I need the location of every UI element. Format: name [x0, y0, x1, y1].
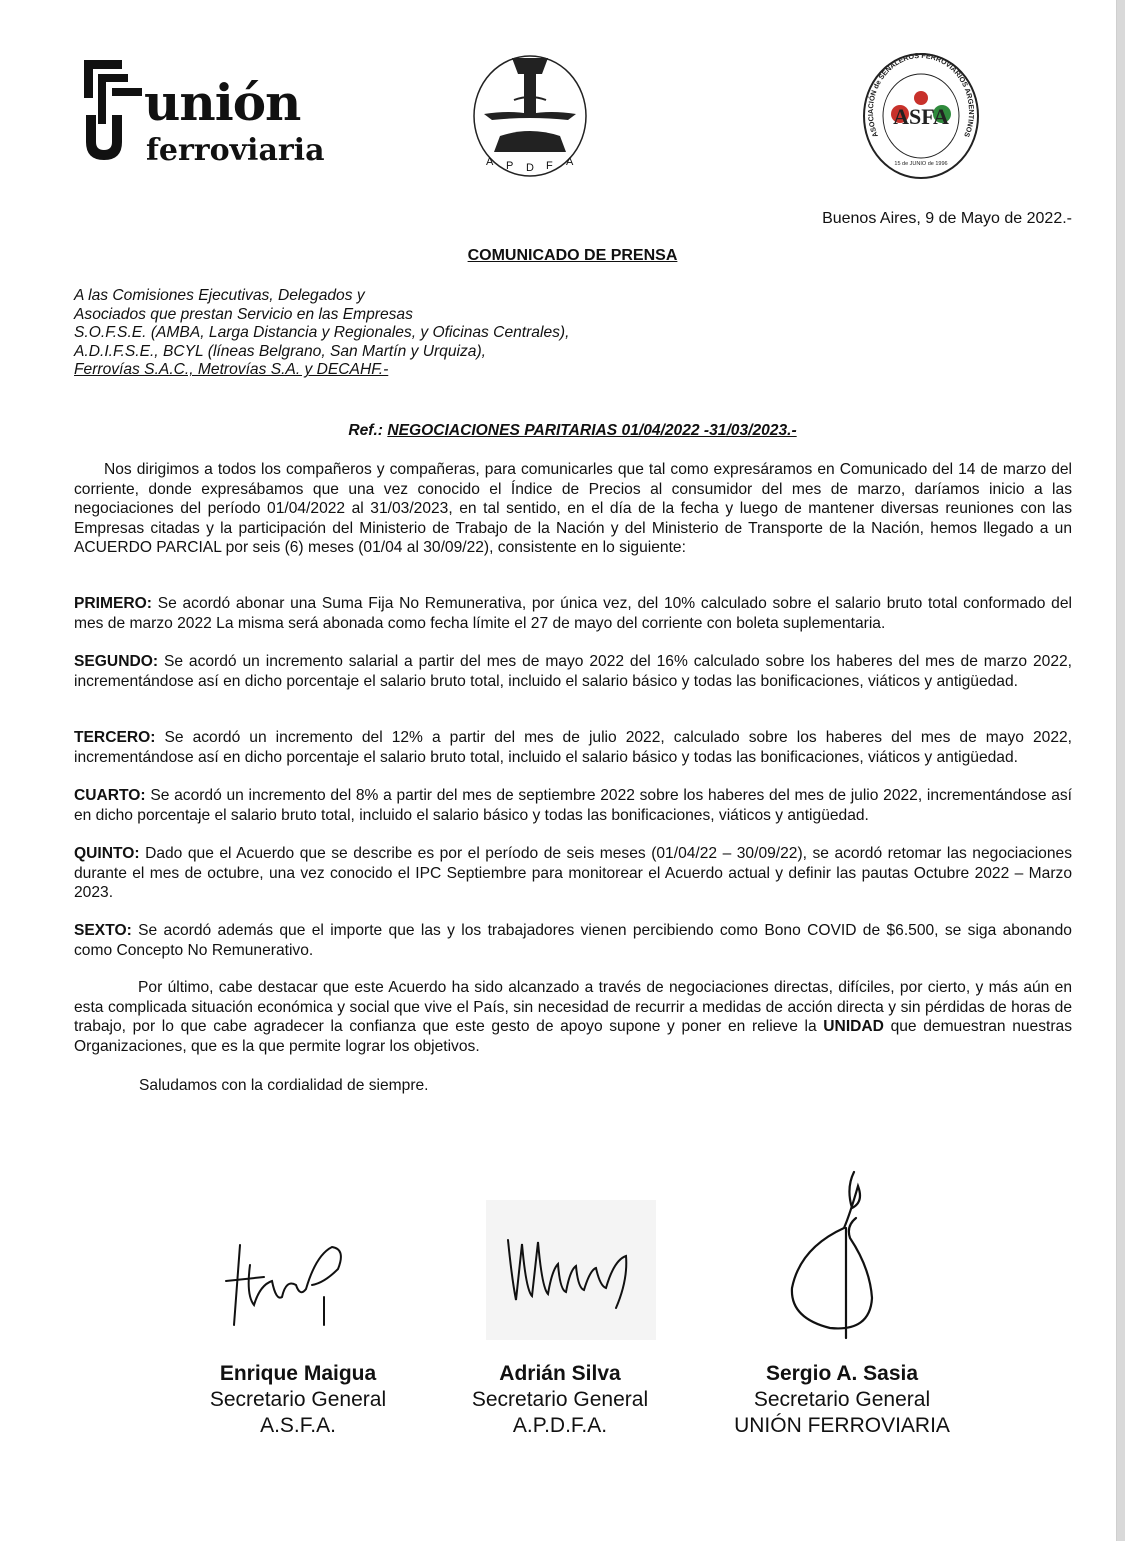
apdfa-letter-a2: A: [566, 156, 574, 168]
signatory-silva: [450, 1361, 670, 1439]
signatory-org: A.S.F.A.: [260, 1414, 336, 1437]
apdfa-letter-d: D: [526, 162, 534, 174]
signatory-sasia: [722, 1361, 962, 1439]
apdfa-letter-f: F: [546, 160, 553, 172]
apdfa-letter-p: P: [506, 160, 514, 172]
clause-text: Se acordó un incremento del 12% a partir del mes de julio 2022, calculado sobre los haberes del mes de mayo 2022, incrementándose así en dicho porcentaje el salario bruto total, incluido el salario básico y todas las bonificaciones, viáticos y antigüedad.: [74, 729, 1072, 766]
clause-label: CUARTO:: [74, 787, 146, 804]
union-ferroviaria-emblem-icon: [84, 60, 146, 165]
closing-paragraph: [74, 978, 1072, 1056]
clause-tercero: [74, 728, 1072, 767]
intro-paragraph: Nos dirigimos a todos los compañeros y compañeras, para comunicarles que tal como expresáramos en Comunicado del 14 de marzo del corriente, donde expresábamos que una vez conocido el Índice de Precios al consumidor del mes de marzo, daríamos inicio a las negociaciones del período 01/04/2022 al 31/03/2023, en tal sentido, en el día de la fecha y luego de mantener diversas reuniones con las Empresas citadas y la participación del Ministerio de Trabajo de la Nación y del Ministerio de Transporte de la Nación, hemos llegado a un ACUERDO PARCIAL por seis (6) meses (01/04 al 30/09/22), consistente en lo siguiente:: [74, 461, 1072, 556]
closing-text-1: Por último, cabe destacar que este Acuerdo ha sido alcanzado a través de negociaciones directas, difíciles, por cierto, y más aún en esta complicada situación económica y social que vive el País, sin necesidad de recurrir a medidas de acción directa y sin pérdidas de horas de trabajo, por lo que cabe agradecer la confianza que este gesto de apoyo supone y poner en relieve la: [74, 979, 1072, 1035]
signatory-name: Enrique Maigua: [219, 1362, 377, 1385]
asfa-center-text: ASFA: [893, 104, 949, 129]
clause-quinto: [74, 844, 1072, 903]
recipient-line: Ferrovías S.A.C., Metrovías S.A. y DECAHF.-: [74, 361, 389, 379]
date-line: Buenos Aires, 9 de Mayo de 2022.-: [822, 210, 1072, 227]
asfa-ring-text: ASOCIACIÓN de SEÑALEROS FERROVIARIOS ARGENTINOS: [865, 52, 977, 139]
reference-line: [0, 422, 1125, 440]
apdfa-logo: [470, 52, 590, 180]
clause-text: Se acordó además que el importe que las y los trabajadores vienen percibiendo como Bono COVID de $6.500, se siga abonando como Concepto No Remunerativo.: [74, 922, 1072, 959]
signatory-title: Secretario General: [753, 1388, 931, 1411]
asfa-seal-icon: [862, 52, 980, 182]
clause-label: SEXTO:: [74, 922, 132, 939]
clause-text: Dado que el Acuerdo que se describe es por el período de seis meses (01/04/22 – 30/09/22), se acordó retomar las negociaciones durante el mes de octubre, una vez conocido el IPC Septiembre para monitorear el Acuerdo actual y definir las pautas Octubre 2022 – Marzo 2023.: [74, 845, 1072, 901]
signatory-title: Secretario General: [209, 1388, 387, 1411]
signatory-org: UNIÓN FERROVIARIA: [734, 1414, 950, 1437]
recipient-line: A las Comisiones Ejecutivas, Delegados y: [74, 287, 365, 304]
clause-label: PRIMERO:: [74, 595, 152, 612]
asfa-founding-text: 15 de JUNIO de 1996: [894, 161, 948, 167]
union-ferroviaria-logo: [84, 60, 334, 170]
signatory-org: A.P.D.F.A.: [512, 1414, 608, 1437]
recipient-line: Asociados que prestan Servicio en las Empresas: [74, 305, 413, 323]
clause-cuarto: [74, 786, 1072, 825]
page-title: COMUNICADO DE PRENSA: [467, 247, 678, 264]
signature-silva-icon: [486, 1200, 656, 1340]
clause-label: SEGUNDO:: [74, 653, 159, 670]
clause-label: QUINTO:: [74, 845, 140, 862]
closing-text-2: que demuestran nuestras Organizaciones, que es la que permite lograr los objetivos.: [74, 1018, 1073, 1055]
closing-bold: UNIDAD: [823, 1018, 884, 1035]
clause-text: Se acordó un incremento salarial a partir del mes de mayo 2022 del 16% calculado sobre los haberes del mes de marzo 2022, incrementándose así en dicho porcentaje el salario bruto total, incluido el salario básico y todas las bonificaciones, viáticos y antigüedad.: [74, 653, 1072, 690]
logo-ferroviaria-text: ferroviaria: [146, 133, 325, 168]
recipient-line: S.O.F.S.E. (AMBA, Larga Distancia y Regionales, y Oficinas Centrales),: [74, 324, 570, 342]
clause-text: Se acordó un incremento del 8% a partir del mes de septiembre 2022 sobre los haberes del mes de julio 2022, incrementándose así en dicho porcentaje el salario bruto total, incluido el salario básico y todas las bonificaciones, viáticos y antigüedad.: [74, 787, 1072, 824]
asfa-logo: [862, 52, 980, 182]
salutation: Saludamos con la cordialidad de siempre.: [139, 1077, 429, 1094]
signatory-title: Secretario General: [471, 1388, 649, 1411]
recipient-line: A.D.I.F.S.E., BCYL (líneas Belgrano, San Martín y Urquiza),: [74, 342, 486, 360]
logo-union-text: unión: [144, 73, 301, 132]
clause-label: TERCERO:: [74, 729, 156, 746]
signature-maigua-icon: [220, 1225, 360, 1335]
apdfa-letter-a1: A: [486, 156, 494, 168]
clause-primero: [74, 594, 1072, 633]
signature-sasia-icon: [760, 1168, 910, 1343]
recipients-block: [74, 287, 569, 380]
signatory-maigua: [188, 1361, 408, 1439]
clause-text: Se acordó abonar una Suma Fija No Remunerativa, por única vez, del 10% calculado sobre el salario bruto total conformado del mes de marzo 2022 La misma será abonada como fecha límite el 27 de mayo del corriente con boleta suplementaria.: [74, 595, 1072, 632]
reference-prefix: Ref.:: [348, 422, 383, 439]
clause-sexto: [74, 921, 1072, 960]
signatory-name: Sergio A. Sasia: [765, 1362, 919, 1385]
reference-text: NEGOCIACIONES PARITARIAS 01/04/2022 -31/03/2023.-: [387, 422, 797, 439]
clause-segundo: [74, 652, 1072, 691]
signatory-name: Adrián Silva: [499, 1362, 621, 1385]
